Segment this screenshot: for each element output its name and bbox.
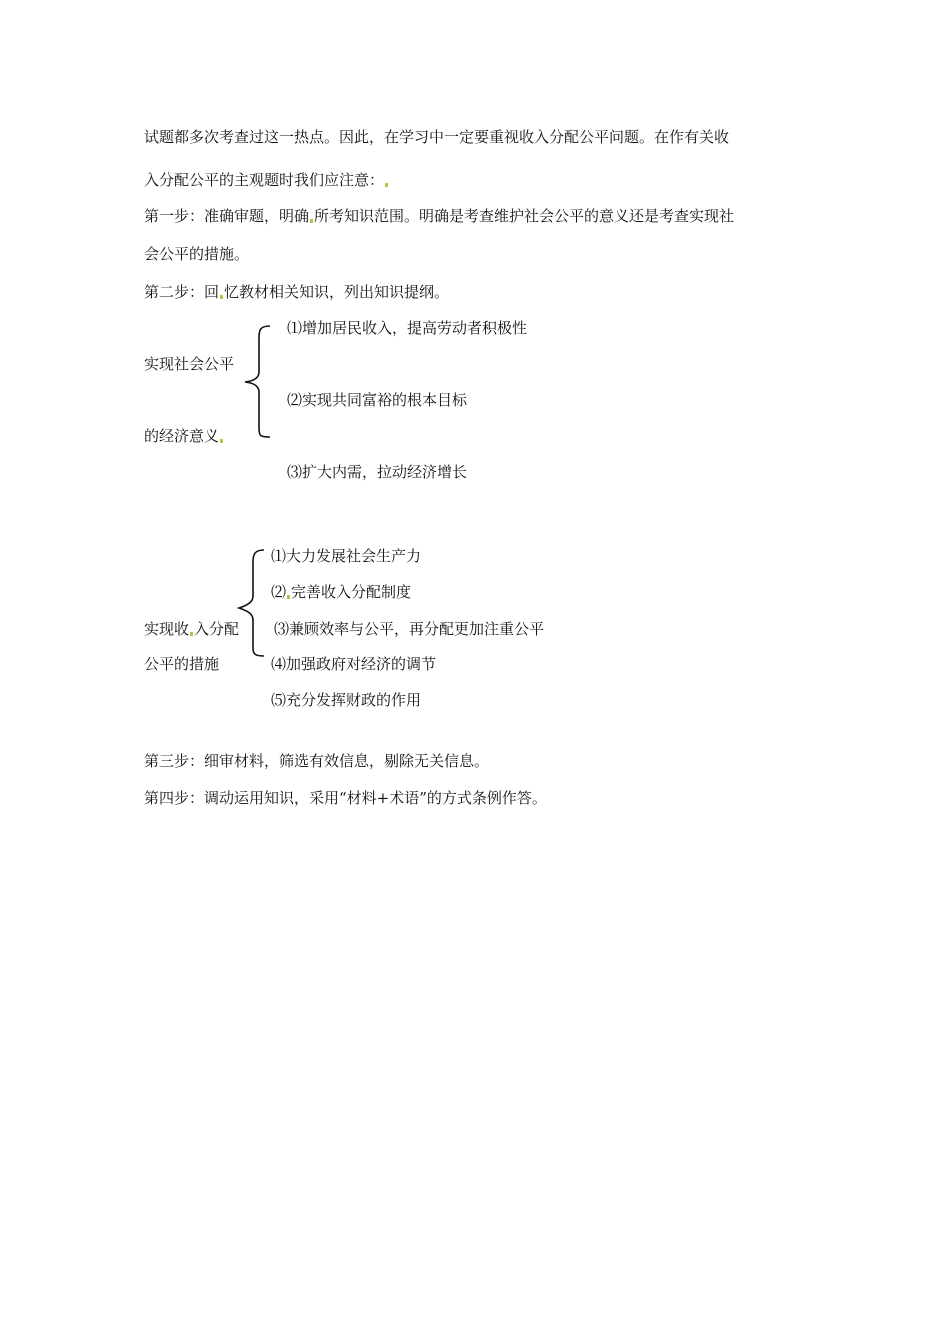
left-brace-icon <box>242 324 272 444</box>
outline1-item-1: ⑴增加居民收入，提高劳动者积极性 <box>287 319 528 337</box>
intro-line-1: 试题都多次考查过这一热点。因此，在学习中一定要重视收入分配公平问题。在作有关收 <box>144 128 730 146</box>
outline2-item-2-text: 完善收入分配制度 <box>291 583 412 601</box>
outline2-label-text-b: 入分配 <box>194 620 240 638</box>
outline2-item-4: ⑷加强政府对经济的调节 <box>271 655 437 673</box>
outline2-item-1: ⑴大力发展社会生产力 <box>271 547 422 565</box>
step1-text-a: 第一步：准确审题，明确 <box>144 207 310 225</box>
step2-text-b: 忆教材相关知识，列出知识提纲。 <box>224 283 450 301</box>
outline2-label-line-2: 公平的措施 <box>144 655 220 673</box>
step3-line: 第三步：细审材料，筛选有效信息，剔除无关信息。 <box>144 752 490 770</box>
edit-mark <box>385 183 388 187</box>
edit-mark <box>220 295 223 299</box>
edit-mark <box>287 595 290 599</box>
step1-text-b: 所考知识范围。明确是考查维护社会公平的意义还是考查实现社 <box>314 207 735 225</box>
outline2-label-line-1 <box>144 619 239 639</box>
left-brace-icon <box>236 548 266 658</box>
edit-mark <box>310 219 313 223</box>
outline2-item-5: ⑸充分发挥财政的作用 <box>271 691 422 709</box>
outline1-item-2: ⑵实现共同富裕的根本目标 <box>287 391 468 409</box>
outline2-item-2-num: ⑵ <box>271 583 287 601</box>
step2-text-a: 第二步：回 <box>144 283 220 301</box>
intro-text: 入分配公平的主观题时我们应注意： <box>144 171 385 189</box>
outline1-label-text: 的经济意义 <box>144 427 220 445</box>
step1-line-2: 会公平的措施。 <box>144 245 250 263</box>
outline1-label-line-2 <box>144 426 224 446</box>
edit-mark <box>190 632 193 636</box>
step4-line: 第四步：调动运用知识，采用“材料+术语”的方式条例作答。 <box>144 789 547 807</box>
outline2-item-3: ⑶兼顾效率与公平，再分配更加注重公平 <box>274 620 545 638</box>
step1-line-1 <box>144 206 734 226</box>
intro-line-2 <box>144 170 389 190</box>
outline2-label-text-a: 实现收 <box>144 620 190 638</box>
outline1-label-line-1: 实现社会公平 <box>144 355 235 373</box>
outline2-item-2 <box>271 582 411 602</box>
step2-line <box>144 282 449 302</box>
outline1-item-3: ⑶扩大内需，拉动经济增长 <box>287 463 468 481</box>
edit-mark <box>220 439 223 443</box>
